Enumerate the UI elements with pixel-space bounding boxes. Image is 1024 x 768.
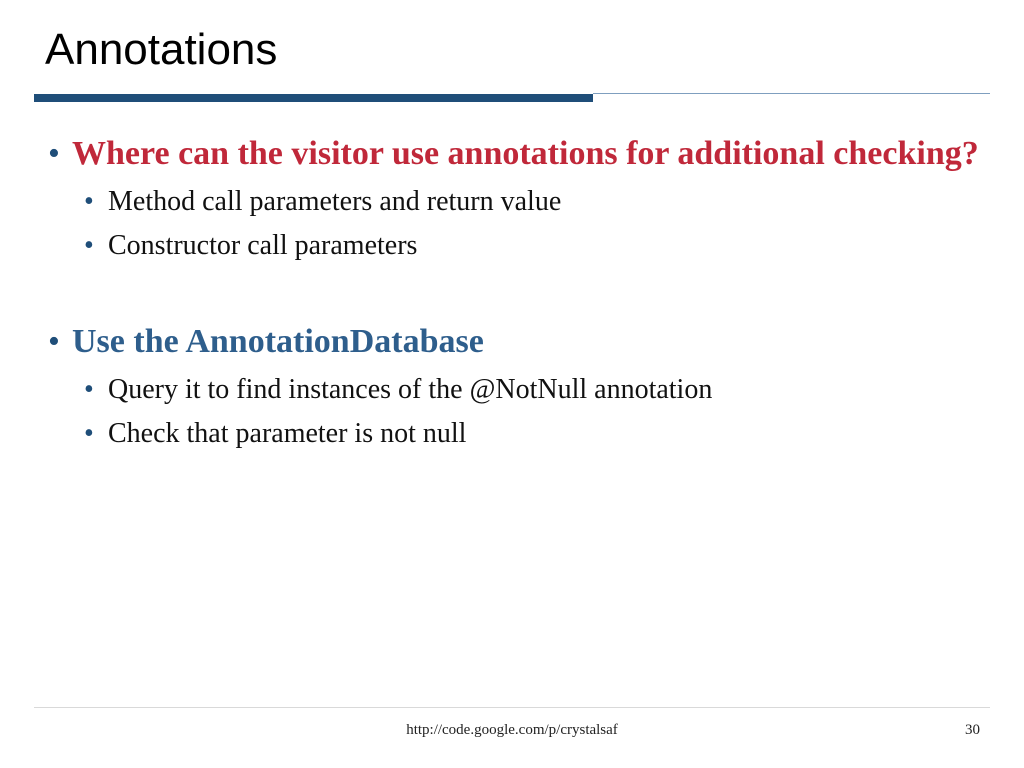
title-underline-thick [34, 94, 593, 102]
slide-body [48, 128, 988, 456]
sub-bullet [48, 368, 988, 412]
heading-1-text: Where can the visitor use annotations for additional checking? [72, 135, 979, 172]
bullet-dot-icon: • [84, 186, 94, 217]
bullet-dot-icon: • [48, 135, 60, 172]
bullet-dot-icon: • [84, 230, 94, 261]
bullet-dot-icon: • [84, 418, 94, 449]
bullet-heading-2 [48, 316, 988, 368]
heading-2-text: Use the AnnotationDatabase [72, 323, 484, 360]
title-underline-thin [593, 93, 990, 94]
sub-bullet-text: Method call parameters and return value [108, 186, 562, 217]
sub-bullet [48, 180, 988, 224]
slide-title: Annotations [45, 25, 278, 74]
page-number: 30 [965, 722, 980, 738]
bullet-dot-icon: • [84, 374, 94, 405]
sub-bullet-text: Constructor call parameters [108, 230, 418, 261]
sub-bullet [48, 224, 988, 268]
sub-bullet-text: Query it to find instances of the @NotNull annotation [108, 374, 713, 405]
footer-divider [34, 707, 990, 708]
section-spacer [48, 268, 988, 316]
bullet-dot-icon: • [48, 323, 60, 360]
sub-bullet-text: Check that parameter is not null [108, 418, 467, 449]
bullet-heading-1 [48, 128, 988, 180]
sub-bullet [48, 412, 988, 456]
footer-url: http://code.google.com/p/crystalsaf [406, 722, 618, 738]
